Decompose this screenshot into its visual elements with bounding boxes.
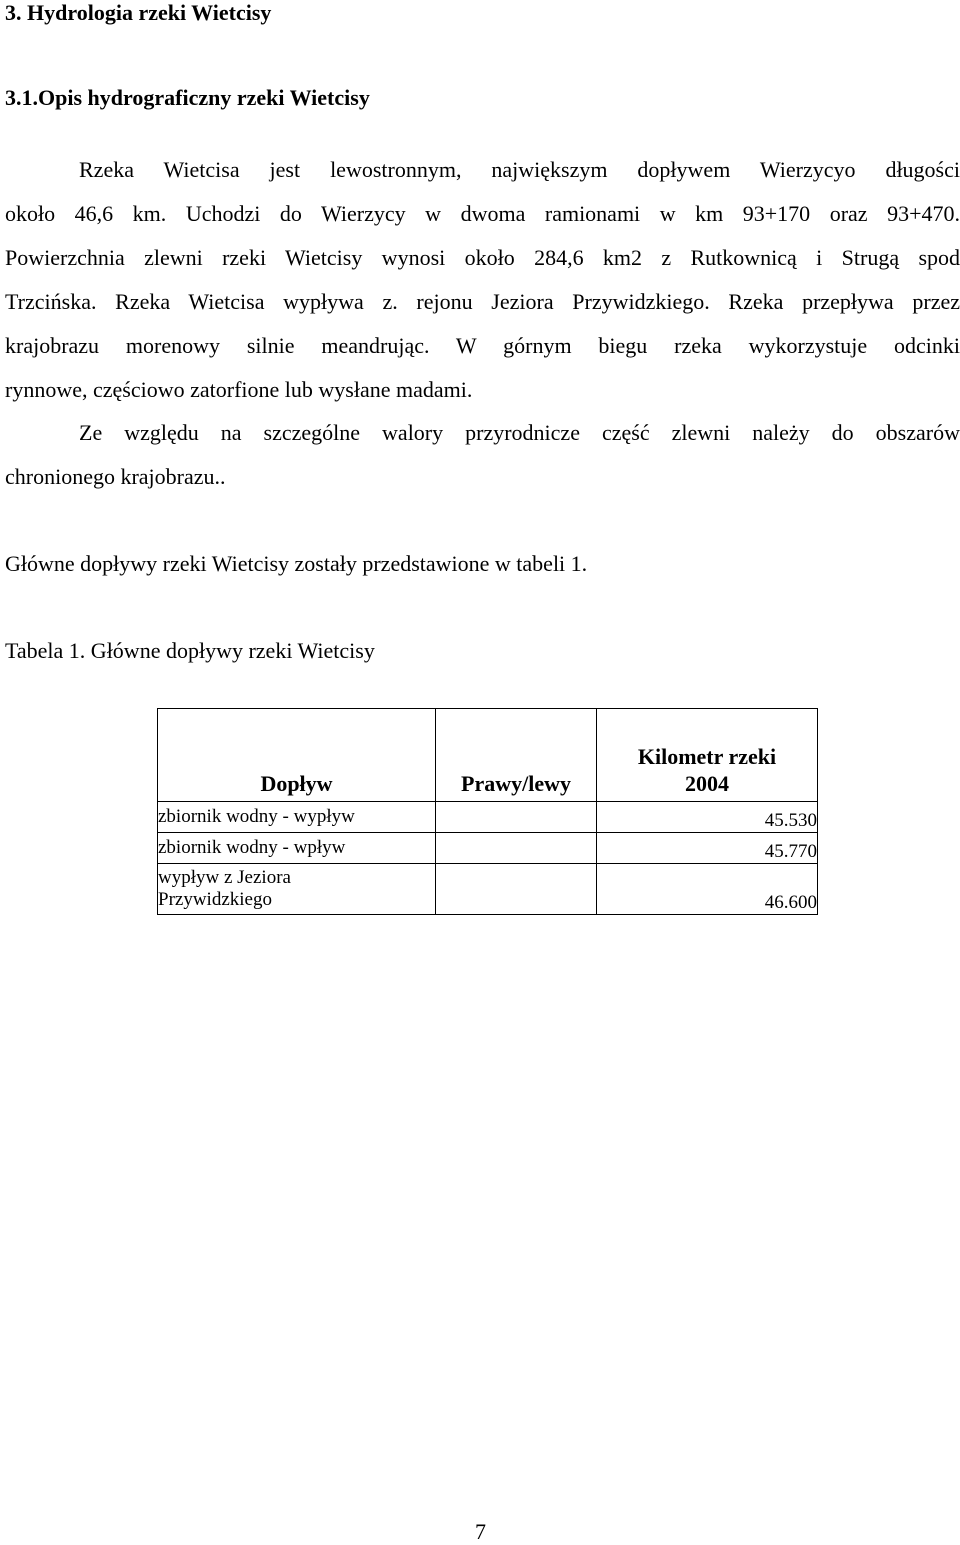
paragraph-line: krajobrazu morenowy silnie meandrując. W górnym biegu rzeka wykorzystuje odcinki — [5, 333, 960, 358]
cell-tributary: wypływ z Jeziora Przywidzkiego — [158, 864, 436, 915]
paragraph-line: chronionego krajobrazu.. — [5, 464, 226, 489]
table-header-row — [158, 709, 818, 802]
page-number: 7 — [475, 1519, 486, 1544]
cell-side — [436, 802, 597, 833]
paragraph-line: Ze względu na szczególne walory przyrodnicze część zlewni należy do obszarów — [79, 420, 960, 445]
table-row — [158, 802, 818, 833]
cell-tributary: zbiornik wodny - wpływ — [158, 833, 436, 864]
cell-km: 46.600 — [597, 864, 818, 915]
header-tributary: Dopływ — [158, 709, 436, 802]
paragraph-line: około 46,6 km. Uchodzi do Wierzycy w dwoma ramionami w km 93+170 oraz 93+470. — [5, 201, 960, 226]
cell-km: 45.770 — [597, 833, 818, 864]
paragraph-line: Rzeka Wietcisa jest lewostronnym, największym dopływem Wierzycyo długości — [79, 157, 960, 182]
paragraph-line: rynnowe, częściowo zatorfione lub wysłane madami. — [5, 377, 473, 402]
cell-side — [436, 864, 597, 915]
paragraph-line: Powierzchnia zlewni rzeki Wietcisy wynosi około 284,6 km2 z Rutkownicą i Strugą spod — [5, 245, 960, 270]
header-km: Kilometr rzeki 2004 — [597, 709, 818, 802]
table-caption: Tabela 1. Główne dopływy rzeki Wietcisy — [5, 638, 375, 663]
header-side: Prawy/lewy — [436, 709, 597, 802]
cell-km: 45.530 — [597, 802, 818, 833]
cell-side — [436, 833, 597, 864]
paragraph-line: Trzcińska. Rzeka Wietcisa wypływa z. rejonu Jeziora Przywidzkiego. Rzeka przepływa przez — [5, 289, 960, 314]
cell-tributary: zbiornik wodny - wypływ — [158, 802, 436, 833]
section-heading: 3. Hydrologia rzeki Wietcisy — [5, 0, 272, 25]
tributaries-table — [157, 708, 818, 915]
subsection-heading: 3.1.Opis hydrograficzny rzeki Wietcisy — [5, 85, 370, 110]
table-row — [158, 833, 818, 864]
table-row — [158, 864, 818, 915]
intro-sentence: Główne dopływy rzeki Wietcisy zostały przedstawione w tabeli 1. — [5, 551, 588, 576]
